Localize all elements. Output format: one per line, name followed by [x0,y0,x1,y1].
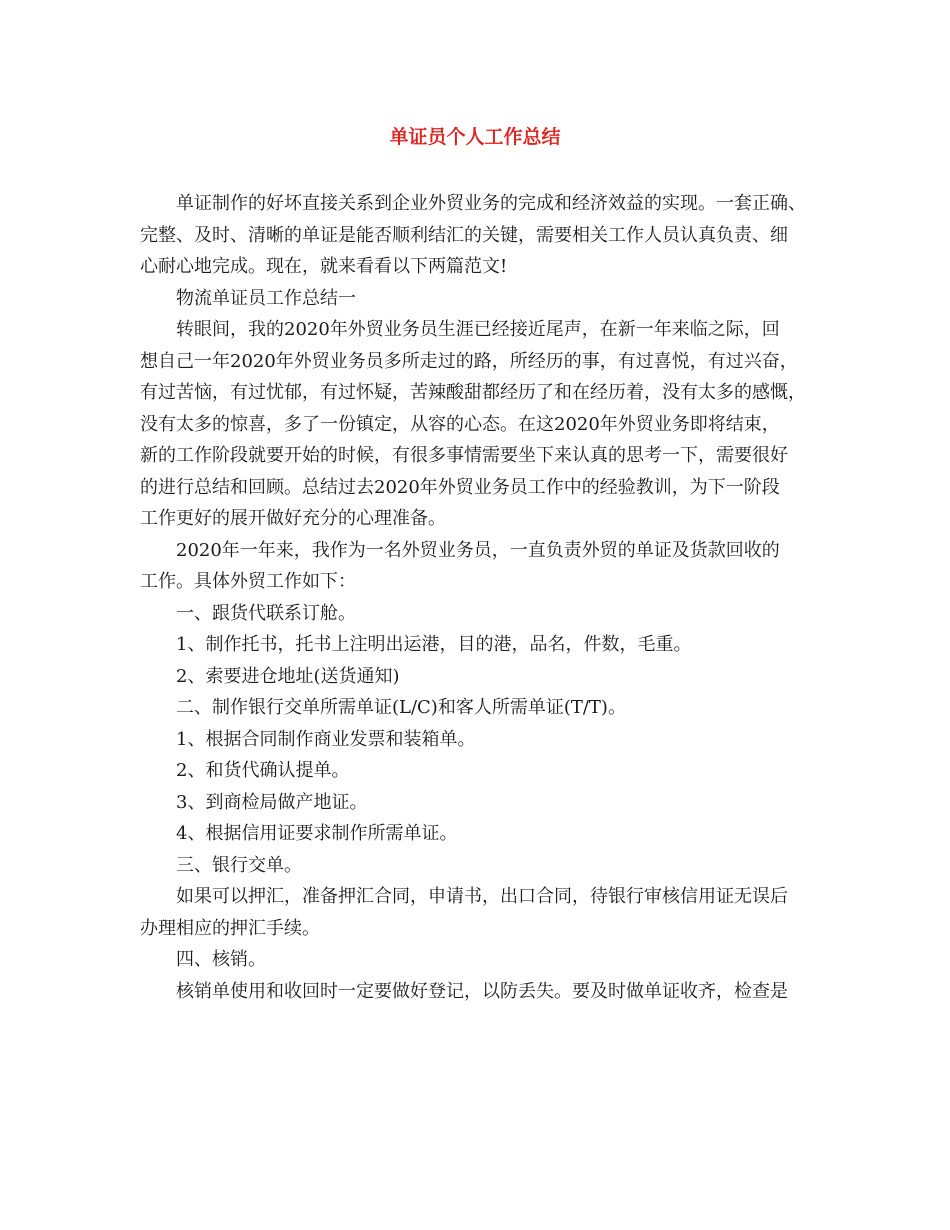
text-line: 工作更好的展开做好充分的心理准备。 [140,508,446,529]
paragraph [140,755,826,787]
paragraph [140,598,826,630]
text-line: 3、到商检局做产地证。 [176,791,368,813]
text-line: 心耐心地完成。现在，就来看看以下两篇范文! [140,256,508,277]
paragraph [140,283,826,315]
text-line: 三、银行交单。 [176,854,302,876]
document-body [140,188,826,1007]
paragraph [140,976,826,1008]
paragraph [140,881,826,944]
paragraph [140,314,826,535]
text-line: 2、和货代确认提单。 [176,760,350,781]
text-line: 想自己一年2020年外贸业务员多所走过的路，所经历的事，有过喜悦，有过兴奋， [140,350,798,372]
text-line: 4、根据信用证要求制作所需单证。 [176,823,458,844]
paragraph [140,661,826,693]
text-line: 办理相应的押汇手续。 [140,917,320,939]
paragraph [140,787,826,819]
text-line: 完整、及时、清晰的单证是能否顺利结汇的关键，需要相关工作人员认真负责、细 [140,224,788,246]
paragraph [140,818,826,850]
text-line: 1、根据合同制作商业发票和装箱单。 [176,728,476,750]
text-line: 2020年一年来，我作为一名外贸业务员，一直负责外贸的单证及货款回收的 [176,539,780,561]
text-line: 如果可以押汇，准备押汇合同，申请书，出口合同，待银行审核信用证无误后 [176,886,788,907]
text-line: 四、核销。 [176,949,266,970]
text-line: 没有太多的惊喜，多了一份镇定，从容的心态。在这2020年外贸业务即将结束， [140,413,780,435]
paragraph [140,944,826,976]
text-line: 新的工作阶段就要开始的时候，有很多事情需要坐下来认真的思考一下，需要很好 [140,445,788,466]
text-line: 一、跟货代联系订舱。 [176,602,356,624]
document-title: 单证员个人工作总结 [389,126,561,148]
text-line: 核销单使用和收回时一定要做好登记，以防丢失。要及时做单证收齐，检查是 [176,980,788,1002]
paragraph [140,188,826,283]
text-line: 二、制作银行交单所需单证(L/C)和客人所需单证(T/T)。 [176,697,626,718]
text-line: 有过苦恼，有过忧郁，有过怀疑，苦辣酸甜都经历了和在经历着，没有太多的感慨， [140,382,806,403]
paragraph [140,850,826,882]
text-line: 转眼间，我的2020年外贸业务员生涯已经接近尾声，在新一年来临之际，回 [176,319,780,340]
paragraph [140,535,826,598]
text-line: 2、索要进仓地址(送货通知) [176,665,400,687]
text-line: 1、制作托书，托书上注明出运港，目的港，品名，件数，毛重。 [176,634,692,655]
text-line: 的进行总结和回顾。总结过去2020年外贸业务员工作中的经验教训，为下一阶段 [140,476,780,498]
paragraph [140,724,826,756]
text-line: 单证制作的好坏直接关系到企业外贸业务的完成和经济效益的实现。一套正确、 [176,193,806,214]
text-line: 物流单证员工作总结一 [176,287,356,309]
text-line: 工作。具体外贸工作如下： [140,571,356,592]
paragraph [140,629,826,661]
paragraph [140,692,826,724]
